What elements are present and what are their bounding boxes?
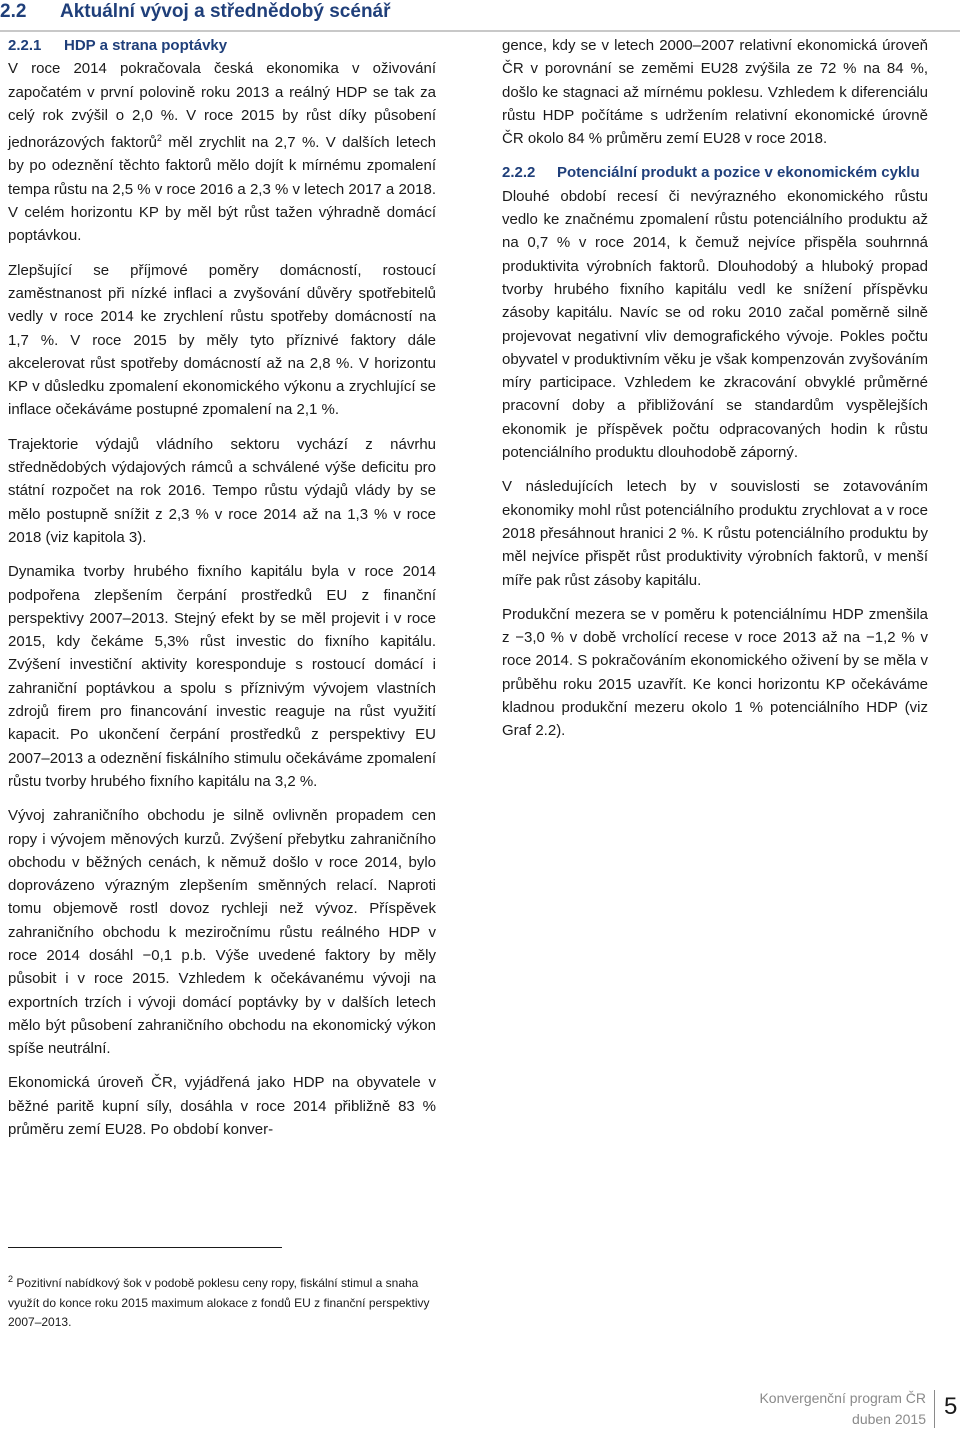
paragraph-potential: Dlouhé období recesí či nevýrazného ekonomického růstu vedlo ke značnému zpomalení růstu potenciálního produktu až na 0,7 % v roce 2014, k čemuž nejvíce přispěla souhrnná produktivita výrobních faktorů. Dlouhodobý a hluboký propad tvorby hrubého fixního kapitálu vedl ke snížení příspěvku zásoby kapitálu. Navíc se od roku 2010 začal poměrně silně projevovat negativní vliv demografického vývoje. Pokles počtu obyvatel v produktivním věku je však kompenzován zvyšováním míry participace. Vzhledem ke zkracování obvyklé průměrné pracovní doby a přibližování se standardům vyspělejších ekonomik je příspěvek počtu odpracovaných hodin k růstu potenciálního produktu dlouhodobě záporný. — [502, 187, 928, 462]
subsection-title: Potenciální produkt a pozice v ekonomickém cyklu — [557, 164, 920, 182]
paragraph-convergence: Ekonomická úroveň ČR, vyjádřená jako HDP na obyvatele v běžné paritě kupní síly, dosáhla v roce 2014 přibližně 83 % průměru zemí EU28. Po období konver- — [8, 1074, 436, 1139]
footnote — [8, 1270, 436, 1333]
footnote-ref[interactable]: 2 — [156, 133, 162, 144]
subsection-heading-hdp — [8, 34, 436, 57]
subsection-title: HDP a strana poptávky — [64, 37, 228, 54]
paragraph-consumption: Zlepšující se příjmové poměry domácností, rostoucí zaměstnanost při nízké inflaci a zvyšování důvěry spotřebitelů vedly v roce 2014 ke zrychlení růstu spotřeby domácností na 1,7 %. V roce 2015 by měly tyto příznivé faktory dále akcelerovat růst spotřeby domácností až na 2,8 %. V horizontu KP v důsledku zpomalení ekonomického výkonu a zrychlující se inflace očekáváme postupné zpomalení na 2,1 %. — [8, 261, 436, 419]
subsection-heading-potential — [502, 161, 928, 184]
subsection-number: 2.2.2 — [502, 164, 536, 182]
footnote-divider — [8, 1247, 282, 1248]
footnote-number: 2 — [8, 1274, 14, 1284]
paragraph-outlook: V následujících letech by v souvislosti se zotavováním ekonomiky mohl růst potenciálního produktu zrychlovat a v roce 2018 přesáhnout hranici 2 %. K růstu potenciálního produktu by měl nejvíce přispět růst produktivity výrobních faktorů, v menší míře pak růst zásoby kapitálu. — [502, 478, 928, 589]
paragraph-growth: V roce 2014 pokračovala česká ekonomika v oživování započatém v první polovině roku 2013 a reálný HDP se tak za celý rok zvýšil o 2,0 %. V roce 2015 by růst díky působení jednorázových faktorů$^2$ měl zrychlit na 2,7 %. V dalších letech by po odeznění těchto faktorů mělo dojít k mírnému zpomalení tempa růstu na 2,5 % v roce 2016 a 2,3 % v letech 2017 a 2018. V celém horizontu KP by měl být růst tažen výhradně domácí poptávkou. — [8, 60, 437, 245]
paragraph-government: Trajektorie výdajů vládního sektoru vychází z návrhu střednědobých výdajových rámců a schválené výše deficitu pro státní rozpočet na rok 2016. Tempo růstu výdajů vlády by se mělo postupně snížit z 2,3 % v roce 2014 až na 1,3 % v roce 2018 (viz kapitola 3). — [8, 435, 436, 546]
subsection-number: 2.2.1 — [8, 37, 42, 54]
section-number: 2.2 — [0, 1, 27, 22]
paragraph-output-gap: Produkční mezera se v poměru k potenciálnímu HDP zmenšila z −3,0 % v době vrcholící recese v roce 2013 až na −1,2 % v roce 2014. S pokračováním ekonomického oživení by se měla v průběhu roku 2015 uzavřít. Ke konci horizontu KP očekáváme kladnou produkční mezeru okolo 1 % potenciálního HDP (viz Graf 2.2). — [502, 605, 928, 740]
footer-date: duben 2015 — [852, 1411, 926, 1427]
footnote-text: Pozitivní nabídkový šok v podobě poklesu ceny ropy, fiskální stimul a snaha využít do konce roku 2015 maximum alokace z fondů EU z finanční perspektivy 2007–2013. — [8, 1276, 430, 1329]
right-column — [502, 34, 928, 754]
paragraph-convergence-cont: gence, kdy se v letech 2000–2007 relativní ekonomická úroveň ČR v porovnání se zeměmi EU28 zvýšila ze 72 % na 84 %, došlo ke stagnaci až mírnému poklesu. Vzhledem k diferenciálu růstu HDP počítáme s udržením relativní ekonomické úrovně ČR okolo 84 % průměru zemí EU28 v roce 2018. — [502, 37, 928, 148]
footer-separator — [934, 1390, 935, 1428]
footer-title: Konvergenční program ČR — [759, 1390, 926, 1406]
page-number: 5 — [944, 1393, 958, 1420]
section-heading — [0, 0, 960, 32]
paragraph-investment: Dynamika tvorby hrubého fixního kapitálu byla v roce 2014 podpořena zlepšením čerpání prostředků EU z finanční perspektivy 2007–2013. Stejný efekt by se měl projevit i v roce 2015, kdy čekáme 5,3% růst investic do fixního kapitálu. Zvýšení investiční aktivity koresponduje s rostoucí domácí i zahraniční poptávkou a spolu s příznivým vývojem vlastních zdrojů firem pro financování investic reaguje na růst využití kapacit. Po ukončení čerpání prostředků z perspektivy EU 2007–2013 a odeznění fiskálního stimulu očekáváme zpomalení růstu tvorby hrubého fixního kapitálu na 3,2 %. — [8, 563, 436, 790]
left-column — [8, 34, 436, 1152]
section-title: Aktuální vývoj a střednědobý scénář — [60, 1, 391, 22]
paragraph-trade: Vývoj zahraničního obchodu je silně ovlivněn propadem cen ropy i vývojem měnových kurzů. Zvýšení přebytku zahraničního obchodu v běžných cenách, k němuž došlo v roce 2014, bylo doprovázeno výrazným zlepšením směnných relací. Naproti tomu objemově rostl dovoz rychleji než vývoz. Příspěvek zahraničního obchodu k meziročnímu růstu reálného HDP v roce 2014 dosáhl −0,1 p.b. Výše uvedené faktory by měly působit i v roce 2015. Vzhledem k očekávanému vývoji na exportních trzích i vývoji domácí poptávky by v dalších letech mělo být působení zahraničního obchodu na ekonomický výkon spíše neutrální. — [8, 807, 436, 1058]
